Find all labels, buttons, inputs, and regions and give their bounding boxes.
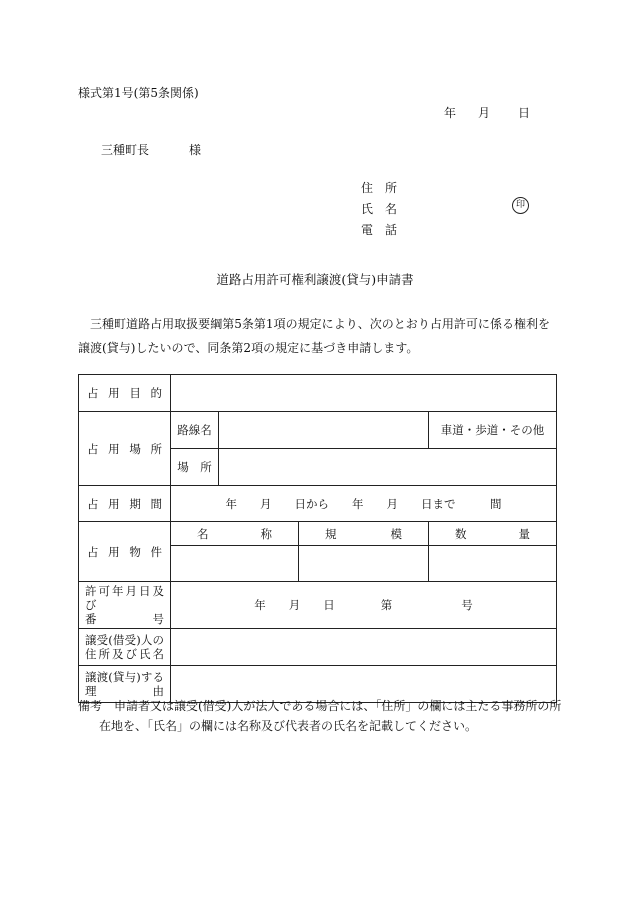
row-objects-header [79, 522, 557, 546]
permit-label-line1: 許可年月日及び [85, 584, 164, 612]
place-field[interactable] [219, 449, 557, 486]
addressee [101, 141, 201, 158]
address-label: 住 所 [361, 181, 398, 195]
transferee-label-line2: 住所及び氏名 [85, 647, 164, 661]
name-label: 氏 名 [361, 202, 398, 216]
transferee-label-line1: 譲受(借受)人の [85, 633, 164, 647]
period-field[interactable]: 年 月 日から 年 月 日まで 間 [171, 486, 557, 522]
date-day: 日 [518, 106, 531, 120]
row-transferee [79, 629, 557, 666]
object-qty-field[interactable] [429, 546, 557, 582]
application-table [78, 374, 557, 703]
transferee-label [79, 629, 171, 666]
reason-label-line2: 理由 [85, 684, 164, 698]
row-permit [79, 582, 557, 629]
object-scale-field[interactable] [299, 546, 429, 582]
row-purpose [79, 375, 557, 412]
reason-label-line1: 譲渡(貸与)する [85, 670, 164, 684]
date-month: 月 [478, 106, 491, 120]
permit-label [79, 582, 171, 629]
row-route [79, 412, 557, 449]
intro-paragraph: 三種町道路占用取扱要綱第5条第1項の規定により、次のとおり占用許可に係る権利を譲渡(貸与)したいので、同条第2項の規定に基づき申請します。 [78, 317, 551, 355]
route-field[interactable] [219, 412, 429, 449]
permit-label-line2: 番号 [85, 612, 164, 626]
remarks-line1: 備考 申請者又は譲受(借受)人が法人である場合には、「住所」の欄には主たる事務所の所 [78, 699, 562, 713]
route-label: 路線名 [171, 412, 219, 449]
purpose-field[interactable] [171, 375, 557, 412]
remarks-note [78, 696, 561, 736]
purpose-label: 占用目的 [79, 375, 171, 412]
object-name-field[interactable] [171, 546, 299, 582]
transferee-field[interactable] [171, 629, 557, 666]
phone-label: 電 話 [361, 223, 398, 237]
place-label: 場 所 [171, 449, 219, 486]
addressee-honorific: 様 [189, 143, 202, 157]
form-number: 様式第1号(第5条関係) [78, 86, 199, 100]
object-scale-header: 規模 [299, 522, 429, 546]
applicant-block [361, 178, 397, 241]
date-year: 年 [444, 106, 457, 120]
road-type: 車道・歩道・その他 [429, 412, 557, 449]
remarks-line2: 在地を、「氏名」の欄には名称及び代表者の氏名を記載してください。 [99, 719, 478, 733]
date-line [444, 104, 530, 121]
permit-field[interactable]: 年 月 日 第 号 [171, 582, 557, 629]
row-period [79, 486, 557, 522]
objects-label: 占用物件 [79, 522, 171, 582]
object-qty-header: 数量 [429, 522, 557, 546]
object-name-header: 名称 [171, 522, 299, 546]
seal-mark: 印 [512, 197, 529, 214]
document-title: 道路占用許可権利譲渡(貸与)申請書 [216, 272, 414, 287]
addressee-name: 三種町長 [101, 143, 150, 157]
location-label: 占用場所 [79, 412, 171, 486]
period-label: 占用期間 [79, 486, 171, 522]
